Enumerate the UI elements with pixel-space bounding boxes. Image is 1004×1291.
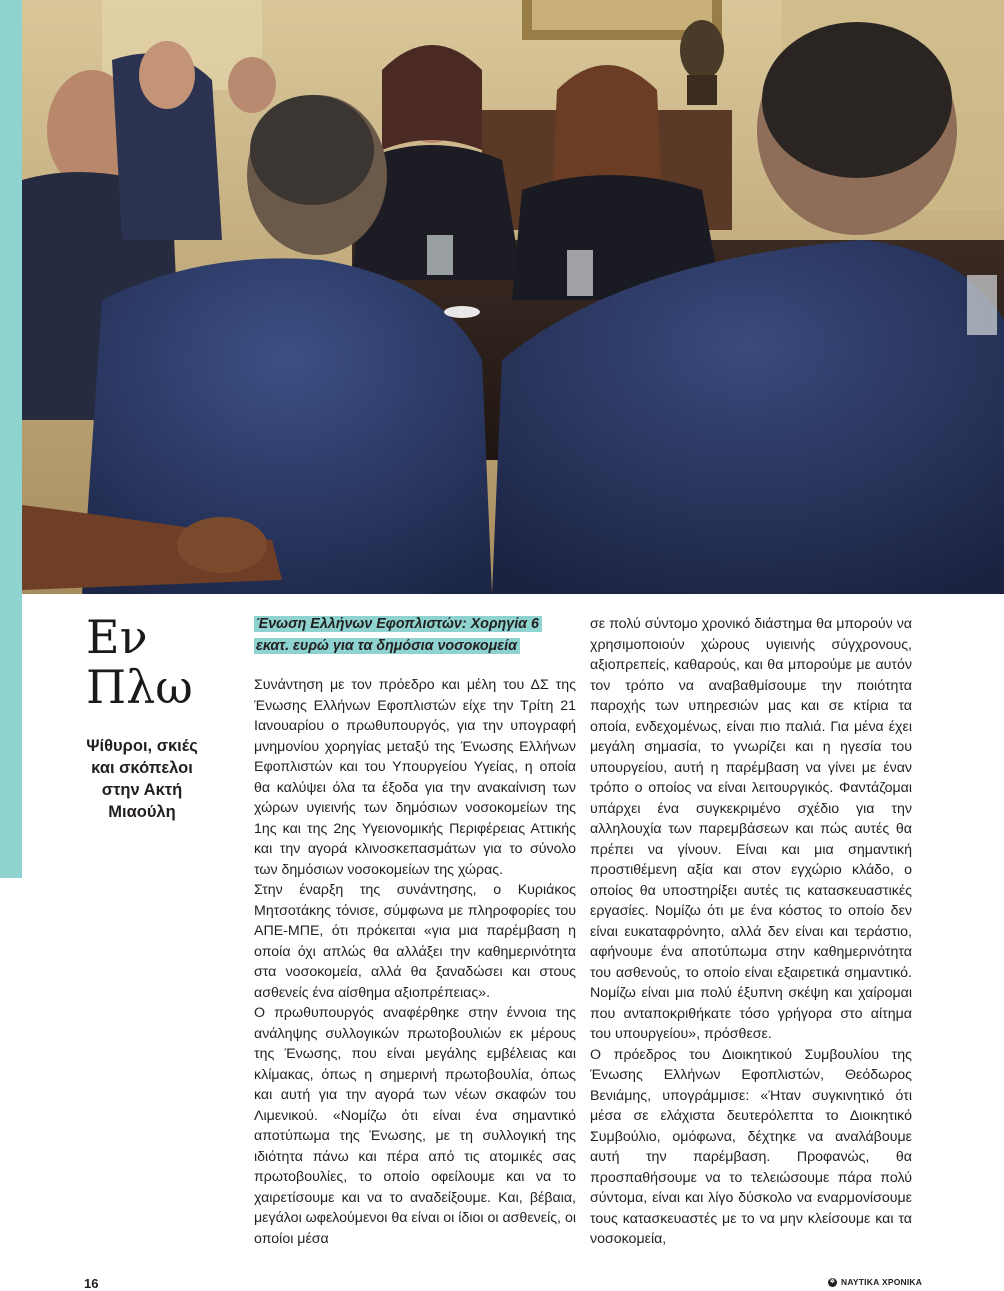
article-headline bbox=[254, 613, 554, 657]
article-headline-text: Ένωση Ελλήνων Εφοπλιστών: Χορηγία 6 εκατ. ευρώ για τα δημόσια νοσοκομεία bbox=[254, 616, 542, 654]
section-title bbox=[86, 612, 236, 712]
ship-wheel-icon: ✲ bbox=[829, 1278, 836, 1285]
article-column-2 bbox=[590, 614, 912, 1250]
paragraph: Ο πρόεδρος του Διοικητικού Συμβουλίου της Ένωσης Ελλήνων Εφοπλιστών, Θεόδωρος Βενιάμης, υπογράμμισε: «Ήταν συγκινητικό ότι μέσα σε ελάχιστα δευτερόλεπτα το Διοικητικό Συμβούλιο, ομόφωνα, δέχτηκε να αναλάβουμε αυτή την παρέμβαση. Προφανώς, θα προσπαθήσουμε να το τελειώσουμε πάρα πολύ σύντομα, είναι και λίγο δύσκολο να εναρμονίσουμε τους κατασκευαστές με το να μην κλείσουμε και τα νοσοκομεία, bbox=[590, 1046, 912, 1247]
footer-brand bbox=[828, 1277, 922, 1287]
section-title-line2: Πλω bbox=[86, 660, 193, 714]
paragraph: Στην έναρξη της συνάντησης, ο Κυριάκος Μητσοτάκης τόνισε, σύμφωνα με πληροφορίες του ΑΠΕ-ΜΠΕ, ότι πρόκειται «για μια παρέμβαση η οποία όχι απλώς θα αλλάξει την καθημερινότητα στα νοσοκομεία, αλλά θα ξαναδώσει και στους ασθενείς ένα αίσθημα αξιοπρέπειας». bbox=[254, 882, 576, 1001]
accent-side-bar bbox=[0, 0, 22, 878]
section-title-line1: Εν bbox=[86, 610, 148, 664]
section-subtitle: Ψίθυροι, σκιές και σκόπελοι στην Ακτή Μιαούλη bbox=[86, 737, 198, 821]
meeting-photo bbox=[22, 0, 1004, 594]
page-number: 16 bbox=[84, 1276, 99, 1291]
paragraph: Ο πρωθυπουργός αναφέρθηκε στην έννοια της ανάληψης συλλογικών πρωτοβουλιών εκ μέρους της Ένωσης, που είναι μεγάλης εμβέλειας και κλίμακας, όπως η σημερινή πρωτοβουλία, όπως και αυτή για την αγορά των νέων σκαφών του Λιμενικού. «Νομίζω ότι είναι ένα σημαντικό αποτύπωμα της Ένωσης, με τη συλλογική της ιδιότητα πάνω και πέρα από τις ατομικές σας πρωτοβουλίες, το οποίο οφείλουμε και να το χαιρετίσουμε και να το αναδείξουμε. Και, βέβαια, μεγάλοι ωφελούμενοι θα είναι οι ίδιοι οι ασθενείς, οι οποίοι μέσα bbox=[254, 1005, 576, 1247]
footer-brand-text: ΝΑΥΤΙΚΑ ΧΡΟΝΙΚΑ bbox=[841, 1277, 923, 1287]
paragraph: σε πολύ σύντομο χρονικό διάστημα θα μπορούν να χρησιμοποιούν χώρους υγιεινής σύγχρονους, αξιοπρεπείς, καθαρούς, και θα μπορούμε με αυτόν τον τρόπο να αναβαθμίσουμε την ποιότητα παροχής των υπηρεσιών μας και σε κτίρια τα οποία, ενδεχομένως, είναι πιο παλιά. Για μένα έχει μεγάλη σημασία, το γνωρίζει και η ηγεσία του υπουργείου, αυτή η παρέμβαση να γίνει με έναν τρόπο ο οποίος να είναι λειτουργικός. Φαντάζομαι υπάρχει ένα συγκεκριμένο σχέδιο για την αλληλουχία των παρεμβάσεων και πώς αυτές θα πρέπει να γίνουν. Είναι και μια σημαντική προστιθέμενη αξία και στον εγχώριο κλάδο, ο οποίος θα υποστηρίξει αυτές τις κατασκευαστικές εργασίες. Νομίζω ότι με ένα κόστος το οποίο δεν είναι ευκαταφρόνητο, αλλά δεν είναι και τεράστιο, αφήνουμε ένα αποτύπωμα στην καθημερινότητα του ασθενούς, το οποίο είναι εξαιρετικά σημαντικό. Νομίζω είναι μια πολύ έξυπνη σκέψη και χαίρομαι που ανταποκριθήκατε τόσο γρήγορα στο αίτημα του υπουργείου», πρόσθεσε. bbox=[590, 616, 912, 1042]
paragraph: Συνάντηση με τον πρόεδρο και μέλη του ΔΣ της Ένωσης Ελλήνων Εφοπλιστών είχε την Τρίτη 21 Ιανουαρίου ο πρωθυπουργός, για την υπογραφή μνημονίου χορηγίας μεταξύ της Ένωσης Ελλήνων Εφοπλιστών και του Υπουργείου Υγείας, η οποία θα καλύψει όλα τα έξοδα για την ανακαίνιση των χώρων υγιεινής των δημόσιων νοσοκομείων της 1ης και της 2ης Υγειονομικής Περιφέρειας Αττικής και την αγορά κλινοσκεπασμάτων για το σύνολο των δημόσιων νοσοκομείων της χώρας. bbox=[254, 677, 576, 878]
article-column-1 bbox=[254, 675, 576, 1249]
